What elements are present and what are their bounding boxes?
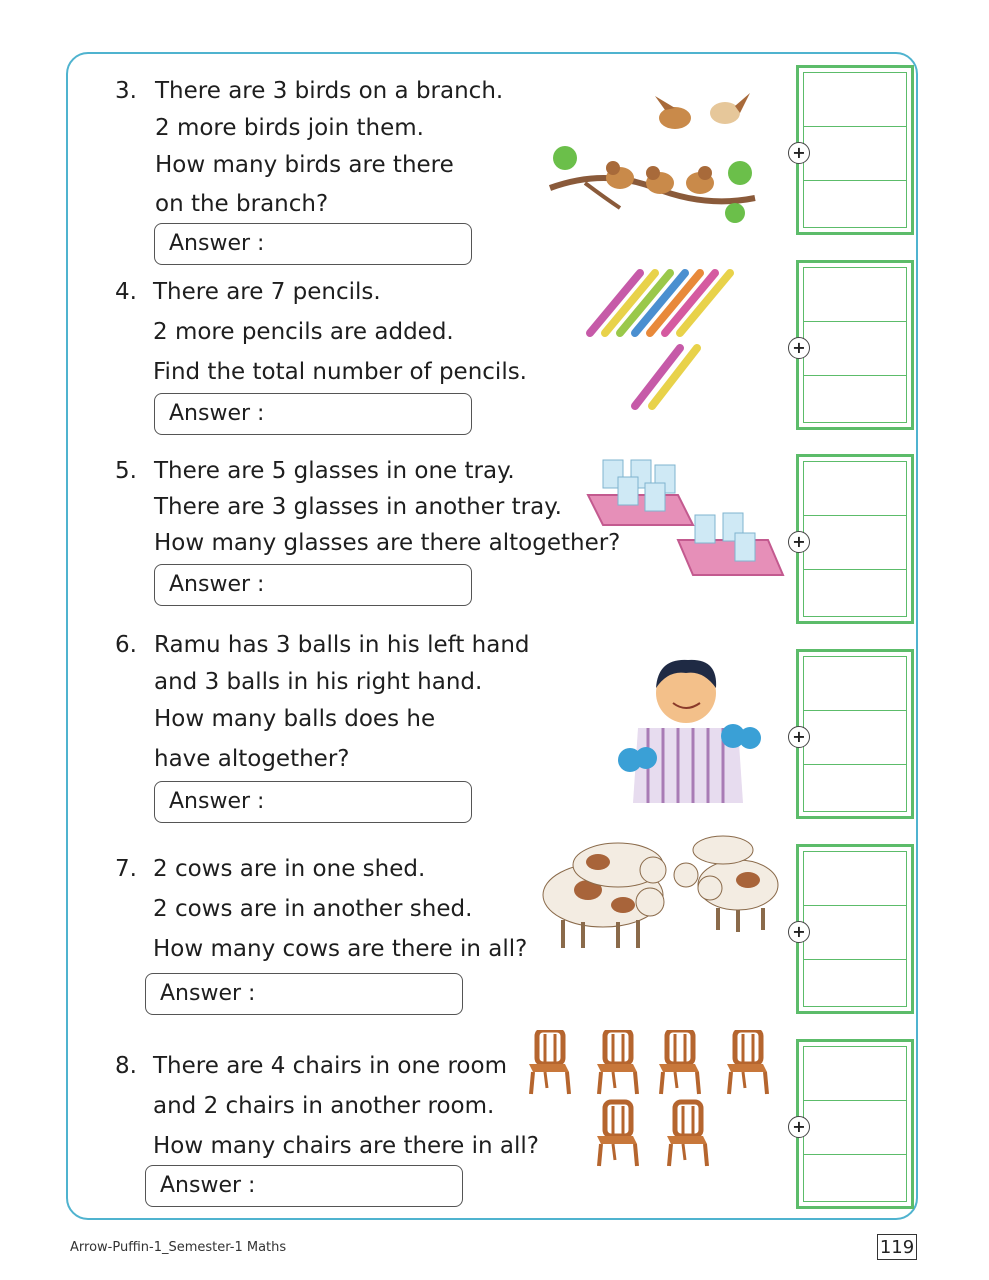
problem-text-line: There are 3 glasses in another tray.: [154, 494, 562, 520]
problem-text-line: 2 more pencils are added.: [153, 319, 454, 345]
answer-grid-7[interactable]: [792, 844, 914, 1014]
answer-grid-3[interactable]: [792, 65, 914, 235]
problem-number: 8.: [115, 1053, 137, 1079]
problem-number: 6.: [115, 632, 137, 658]
problem-text-line: There are 3 birds on a branch.: [155, 78, 504, 104]
answer-field[interactable]: Answer :: [154, 781, 472, 823]
page-number: 119: [877, 1234, 917, 1260]
problem-text-line: and 3 balls in his right hand.: [154, 669, 483, 695]
problem-text-line: and 2 chairs in another room.: [153, 1093, 495, 1119]
problem-text-line: How many cows are there in all?: [153, 936, 528, 962]
plus-sign: +: [788, 726, 810, 748]
problem-text-line: on the branch?: [155, 191, 329, 217]
problem-text-line: Ramu has 3 balls in his left hand: [154, 632, 530, 658]
problem-number: 7.: [115, 856, 137, 882]
problem-text-line: How many chairs are there in all?: [153, 1133, 539, 1159]
answer-field[interactable]: Answer :: [145, 1165, 463, 1207]
problem-text-line: How many balls does he: [154, 706, 436, 732]
answer-grid-5[interactable]: [792, 454, 914, 624]
pencils-illustration: [580, 268, 745, 413]
answer-field[interactable]: Answer :: [154, 393, 472, 435]
problem-text-line: There are 7 pencils.: [153, 279, 381, 305]
cows-illustration: [538, 830, 788, 955]
birds-on-branch-illustration: [545, 88, 760, 230]
problem-text-line: 2 cows are in another shed.: [153, 896, 473, 922]
problem-text-line: 2 cows are in one shed.: [153, 856, 426, 882]
plus-sign: +: [788, 921, 810, 943]
answer-field[interactable]: Answer :: [154, 564, 472, 606]
answer-grid-6[interactable]: [792, 649, 914, 819]
problem-number: 3.: [115, 78, 137, 104]
problem-text-line: 2 more birds join them.: [155, 115, 424, 141]
problem-text-line: have altogether?: [154, 746, 350, 772]
answer-field[interactable]: Answer :: [154, 223, 472, 265]
problem-text-line: There are 4 chairs in one room: [153, 1053, 507, 1079]
plus-sign: +: [788, 1116, 810, 1138]
problem-text-line: How many birds are there: [155, 152, 454, 178]
problem-number: 4.: [115, 279, 137, 305]
problem-number: 5.: [115, 458, 137, 484]
chairs-illustration: [525, 1030, 780, 1170]
answer-field[interactable]: Answer :: [145, 973, 463, 1015]
problem-text-line: There are 5 glasses in one tray.: [154, 458, 515, 484]
plus-sign: +: [788, 142, 810, 164]
footer-text: Arrow-Puffin-1_Semester-1 Maths: [70, 1240, 287, 1255]
glasses-on-trays-illustration: [583, 455, 793, 590]
answer-grid-4[interactable]: [792, 260, 914, 430]
problem-text-line: Find the total number of pencils.: [153, 359, 527, 385]
plus-sign: +: [788, 337, 810, 359]
answer-grid-8[interactable]: [792, 1039, 914, 1209]
plus-sign: +: [788, 531, 810, 553]
problem-text-line: How many glasses are there altogether?: [154, 530, 621, 556]
boy-with-balls-illustration: [608, 648, 768, 803]
